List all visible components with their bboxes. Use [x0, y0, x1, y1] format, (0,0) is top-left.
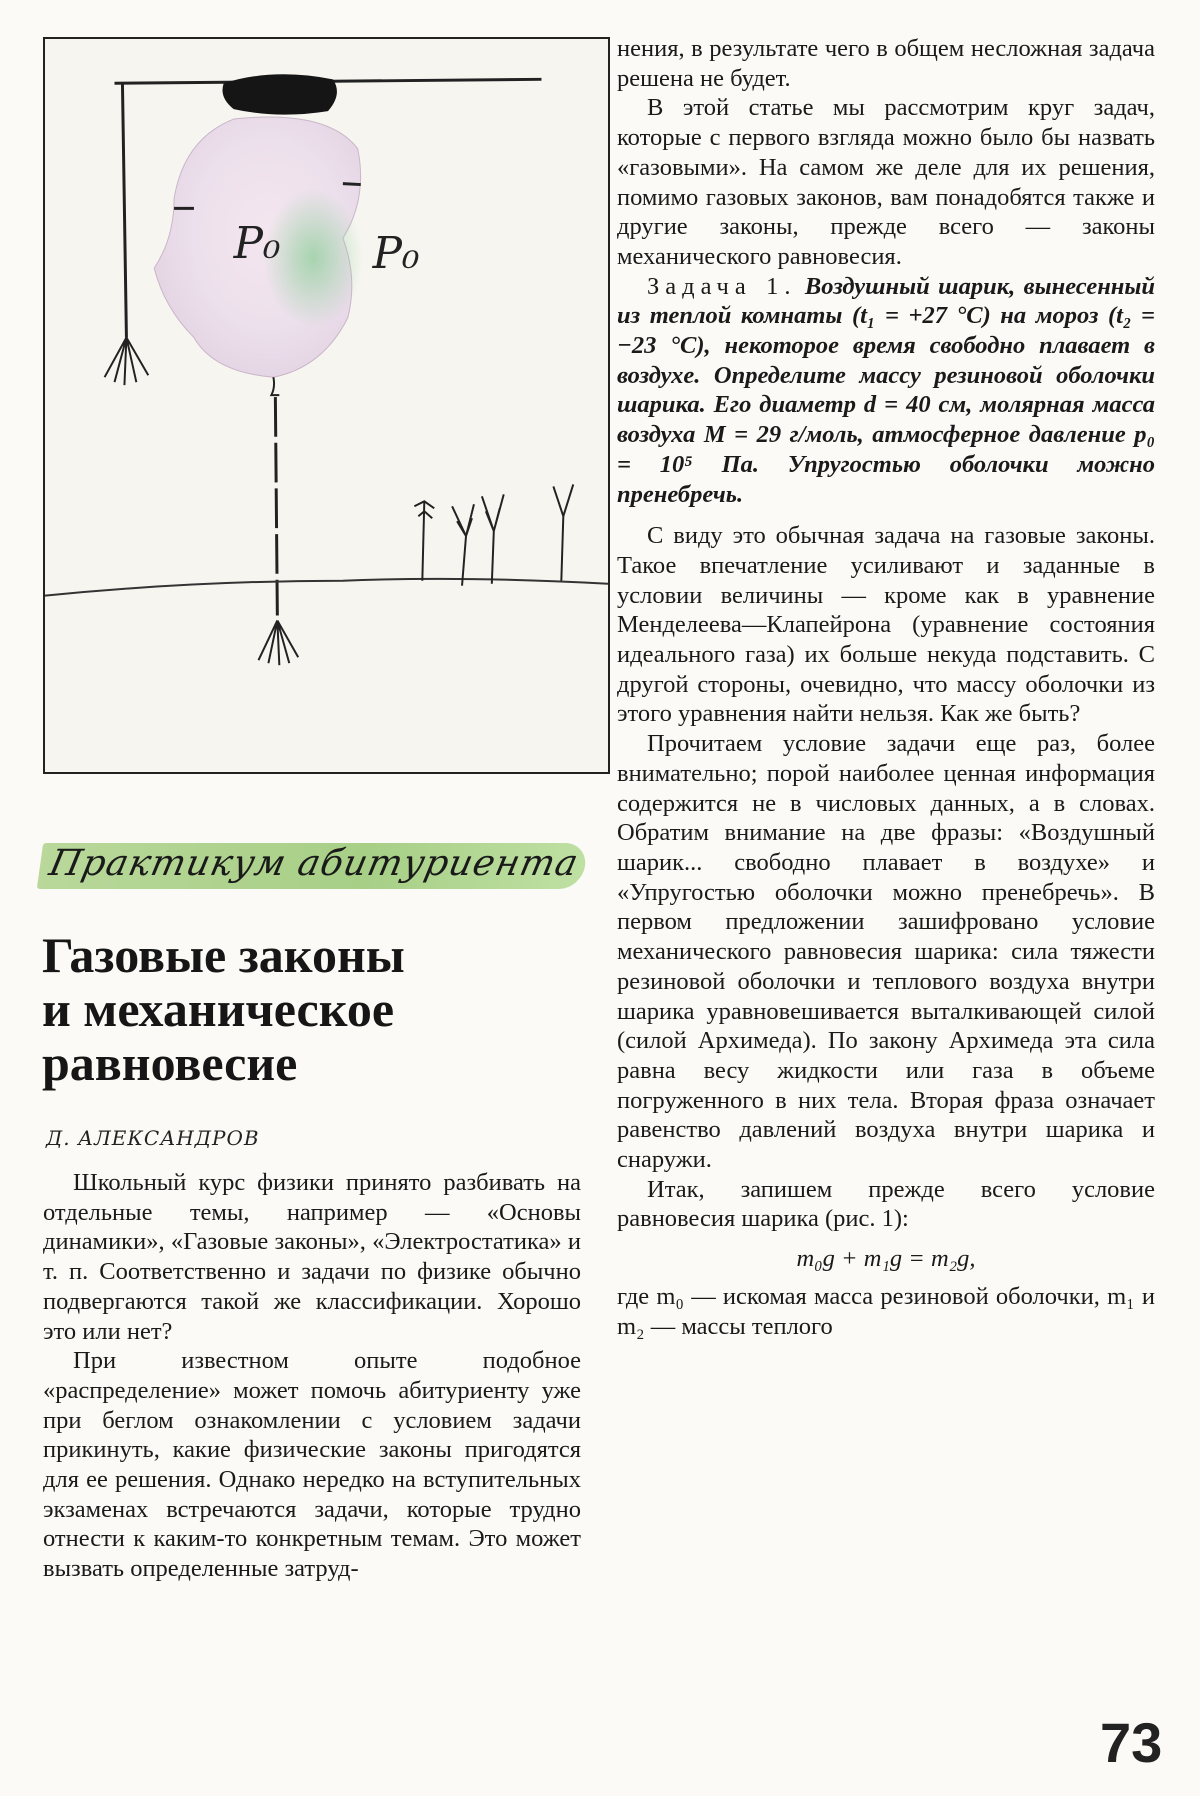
balloon-string — [275, 397, 277, 615]
bottom-tassel — [258, 620, 298, 665]
label-p0-left: P₀ — [233, 218, 281, 270]
right-column — [617, 34, 1155, 1341]
left-tassel — [105, 337, 149, 385]
paragraph: При известном опыте подобное «распределение» может помочь абитуриенту уже при беглом ознакомлении с условием задачи прикинуть, какие физические законы пригодятся для ее решения. Однако нередко на вступительных экзаменах встречаются задачи, которые трудно отнести к каким-то конкретным темам. Это может вызвать определенные затруд- — [43, 1347, 581, 1583]
mount-shape — [222, 74, 336, 114]
title-line-1: Газовые законы — [42, 927, 405, 983]
task-statement: Воздушный шарик, вынесенный из теплой комнаты (t₁ = +27 °C) на мороз (t₂ = −23 °C), некоторое время свободно плавает в воздухе. Определите массу резиновой оболочки шарика. Его диаметр d = 40 см, молярная масса воздуха M = 29 г/моль, атмосферное давление p₀ = 10⁵ Па. Упругостью оболочки можно пренебречь. — [617, 272, 1156, 508]
paragraph: Школьный курс физики принято разбивать на отдельные темы, например — «Основы динамики», «Газовые законы», «Электростатика» и т. п. Соответственно и задачи по физике обычно подвергаются такой же классификации. Хорошо это или нет? — [43, 1169, 581, 1345]
label-p0-right: P₀ — [372, 227, 420, 279]
paragraph: Прочитаем условие задачи еще раз, более внимательно; порой наиболее ценная информация содержится не в числовых данных, а в словах. Обратим внимание на две фразы: «Воздушный шарик... свободно плавает в воздухе» и «Упругостью оболочки можно пренебречь». В первом предложении зашифровано условие механического равновесия шарика: сила тяжести резиновой оболочки и теплового воздуха внутри шарика уравновешивается выталкивающей силой (силой Архимеда). По закону Архимеда эта сила равна весу жидкости или газа в объеме погруженного в них тела. Вторая фраза означает равенство давлений воздуха внутри шарика и снаружи. — [617, 730, 1155, 1174]
ground-line — [45, 579, 608, 596]
rubric-banner — [40, 835, 585, 893]
article-title — [42, 928, 602, 1090]
page-number: 73 — [1100, 1711, 1163, 1774]
title-line-2: и механическое — [42, 981, 395, 1037]
task-label: Задача 1. — [647, 272, 797, 300]
title-line-3: равновесие — [42, 1035, 298, 1091]
paragraph: С виду это обычная задача на газовые законы. Такое впечатление усиливают и заданные в условии величины — кроме как в уравнение Менделеева—Клапейрона (уравнение состояния идеального газа) их больше некуда подставить. С другой стороны, очевидно, что массу оболочки из этого уравнения найти нельзя. Как же быть? — [617, 522, 1155, 728]
author-name: Д. АЛЕКСАНДРОВ — [46, 1126, 260, 1150]
left-string — [122, 83, 126, 337]
paragraph: Итак, запишем прежде всего условие равновесия шарика (рис. 1): — [617, 1175, 1155, 1233]
task-1 — [617, 272, 1155, 510]
rubric-text: Практикум абитуриента — [45, 843, 583, 884]
equilibrium-formula: m₀g + m₁g = m₂g, — [796, 1245, 976, 1273]
balloon-drawing — [45, 39, 608, 772]
balloon-illustration — [43, 37, 610, 774]
left-column — [43, 1168, 581, 1584]
paragraph: где m₀ — искомая масса резиновой оболочки, m₁ и m₂ — массы теплого — [617, 1282, 1155, 1340]
paragraph: нения, в результате чего в общем несложная задача решена не будет. — [617, 35, 1155, 92]
paragraph: В этой статье мы рассмотрим круг задач, которые с первого взгляда можно было бы назвать «газовыми». На самом же деле для их решения, помимо газовых законов, вам понадобятся также и другие законы, прежде всего — законы механического равновесия. — [617, 94, 1155, 270]
